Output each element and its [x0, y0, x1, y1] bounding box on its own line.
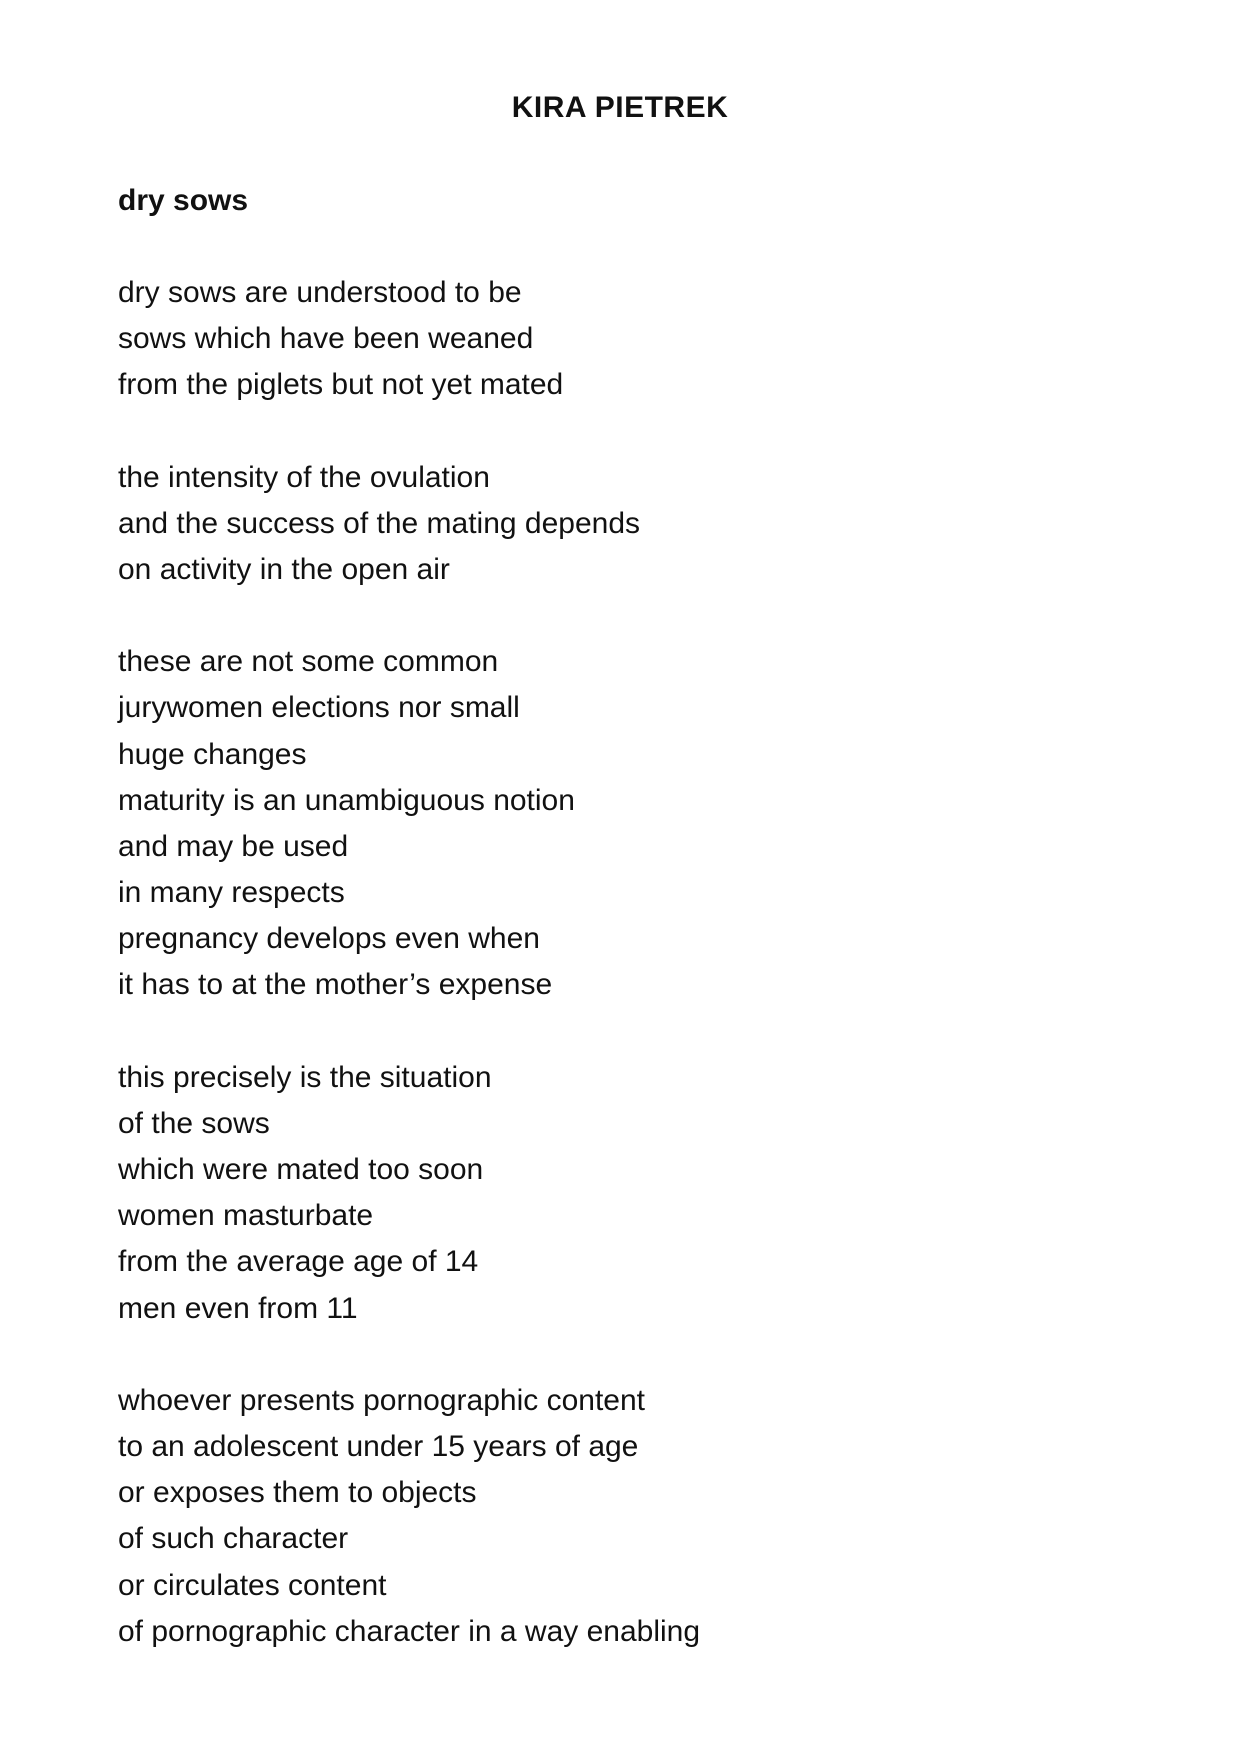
author-name: KIRA PIETREK [511, 91, 729, 124]
poem-line: pregnancy develops even when [118, 922, 540, 956]
poem-line: of pornographic character in a way enabling [118, 1614, 701, 1648]
poem [118, 178, 1118, 1701]
poem-line: men even from 11 [118, 1291, 358, 1325]
poem-line: women masturbate [118, 1199, 374, 1233]
poem-line: of such character [118, 1522, 349, 1556]
poem-line: or circulates content [118, 1568, 387, 1602]
poem-line: which were mated too soon [118, 1153, 484, 1186]
poem-line: sows which have been weaned [118, 322, 534, 356]
poem-line: the intensity of the ovulation [118, 460, 490, 494]
poem-line: or exposes them to objects [118, 1476, 477, 1510]
poem-line: jurywomen elections nor small [118, 691, 520, 725]
poem-line: in many respects [118, 876, 345, 910]
poem-line: and the success of the mating depends [118, 506, 641, 540]
stanza-4 [118, 1055, 1118, 1332]
poem-line: maturity is an unambiguous notion [118, 783, 575, 817]
poem-line: dry sows are understood to be [118, 276, 522, 309]
stanza-5 [118, 1378, 1118, 1655]
poem-line: from the piglets but not yet mated [118, 368, 564, 402]
poem-line: and may be used [118, 829, 349, 863]
stanza-2 [118, 455, 1118, 594]
poem-line: from the average age of 14 [118, 1245, 479, 1279]
poem-line: of the sows [118, 1106, 270, 1140]
poem-line: to an adolescent under 15 years of age [118, 1429, 639, 1463]
poem-line: this precisely is the situation [118, 1060, 492, 1094]
poem-title: dry sows [118, 184, 249, 217]
poem-line: on activity in the open air [118, 552, 450, 586]
stanza-3 [118, 639, 1118, 1009]
poem-line: huge changes [118, 737, 307, 771]
stanza-1 [118, 270, 1118, 409]
poem-line: whoever presents pornographic content [118, 1383, 645, 1417]
poem-line: these are not some common [118, 645, 499, 679]
poem-line: it has to at the mother’s expense [118, 968, 553, 1002]
